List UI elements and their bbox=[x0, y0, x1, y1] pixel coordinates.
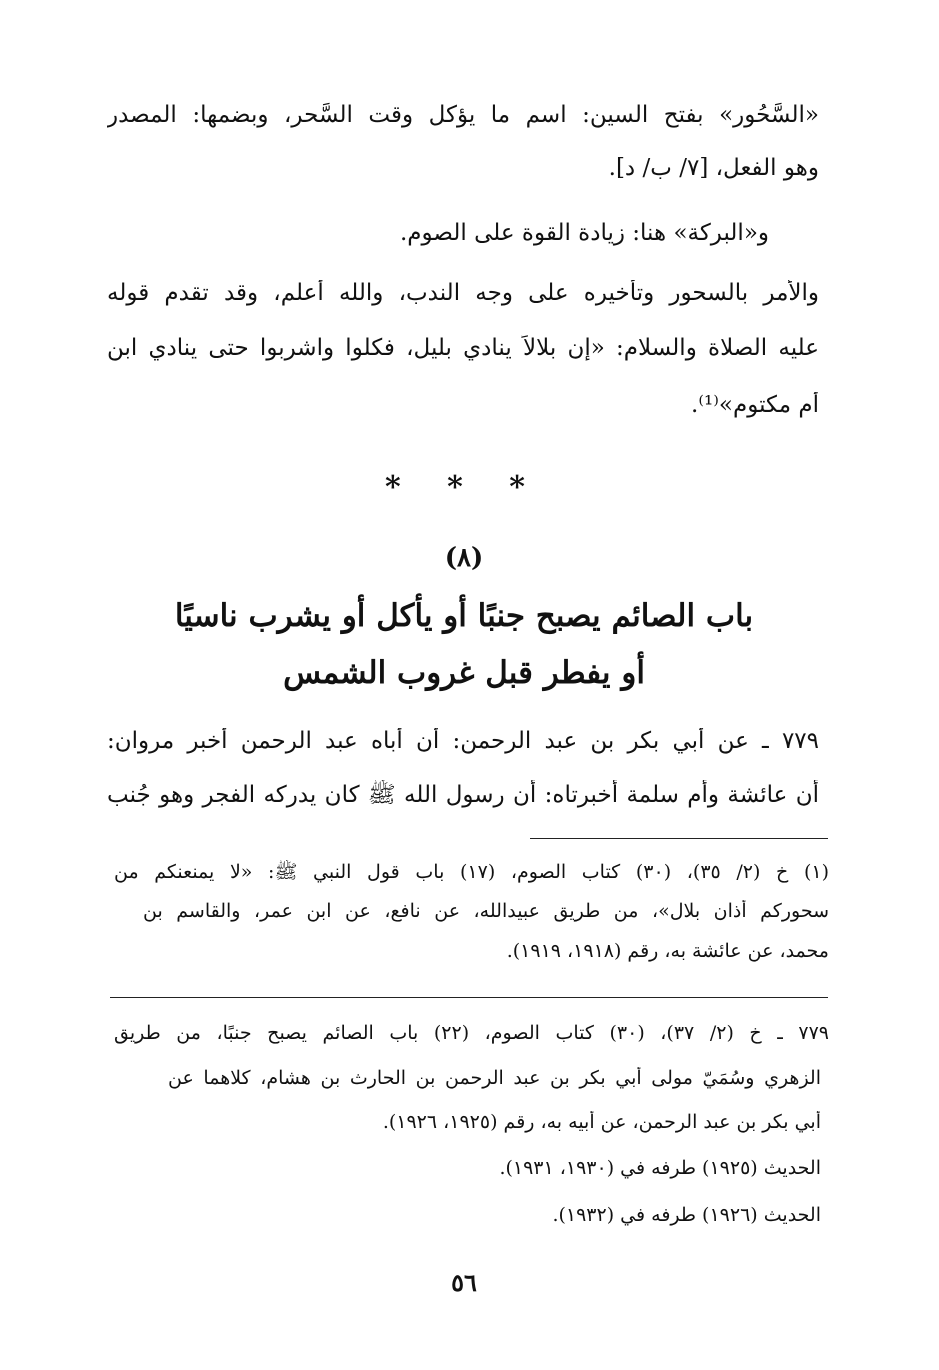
footnote-rule bbox=[530, 838, 828, 839]
footnote-line: الزهري وسُمَيّ مولى أبي بكر بن عبد الرحمن بن الحارث بن هشام، كلاهما عن bbox=[168, 1067, 821, 1089]
body-line: والأمر بالسحور وتأخيرِه على وجه الندب، والله أعلم، وقد تقدم قوله bbox=[107, 280, 819, 306]
body-line: عليه الصلاة والسلام: «إن بلالاً ينادي بليل، فكلوا واشربوا حتى ينادي ابن bbox=[107, 335, 819, 361]
body-line: «السَّحُور» بفتح السين: اسم ما يؤكل وقت السَّحر، وبضمها: المصدر bbox=[107, 102, 819, 128]
footnote-line: أبي بكر بن عبد الرحمن، عن أبيه به، رقم (١٩٢٥، ١٩٢٦). bbox=[382, 1111, 821, 1133]
body-line: وهو الفعل، [٧/ ب/ د]. bbox=[608, 155, 819, 181]
body-line: و«البركة» هنا: زيادة القوة على الصوم. bbox=[400, 220, 769, 246]
chapter-number: (٨) bbox=[444, 543, 484, 573]
hadith-line: أن عائشة وأم سلمة أخبرتاه: أن رسول الله ﷺ كان يدركه الفجر وهو جُنب bbox=[107, 782, 819, 808]
footnote-rule bbox=[110, 997, 828, 998]
body-line: أم مكتوم»⁽¹⁾. bbox=[691, 392, 819, 418]
hadith-line: ٧٧٩ ـ عن أبي بكر بن عبد الرحمن: أن أباه عبد الرحمن أخبر مروان: bbox=[107, 728, 819, 754]
footnote-line: سحوركم أذان بلال»، من طريق عبيدالله، عن نافع، عن ابن عمر، والقاسم بن bbox=[143, 900, 829, 922]
footnote-line: محمد، عن عائشة به، رقم (١٩١٨، ١٩١٩). bbox=[506, 940, 829, 962]
footnote-line: الحديث (١٩٢٥) طرفه في (١٩٣٠، ١٩٣١). bbox=[499, 1157, 821, 1179]
chapter-title: باب الصائم يصبح جنبًا أو يأكل أو يشرب ناسيًا bbox=[174, 598, 754, 634]
section-separator: * * * bbox=[385, 470, 543, 505]
footnote-line: الحديث (١٩٢٦) طرفه في (١٩٣٢). bbox=[552, 1204, 821, 1226]
chapter-title: أو يفطر قبل غروب الشمس bbox=[283, 655, 645, 691]
page-number: ٥٦ bbox=[451, 1268, 477, 1297]
footnote-line: (١) خ (٢/ ٣٥)، (٣٠) كتاب الصوم، (١٧) باب قول النبي ﷺ: «لا يمنعنكم من bbox=[114, 861, 829, 883]
footnote-line: ٧٧٩ ـ خ (٢/ ٣٧)، (٣٠) كتاب الصوم، (٢٢) باب الصائم يصبح جنبًا، من طريق bbox=[114, 1022, 829, 1044]
